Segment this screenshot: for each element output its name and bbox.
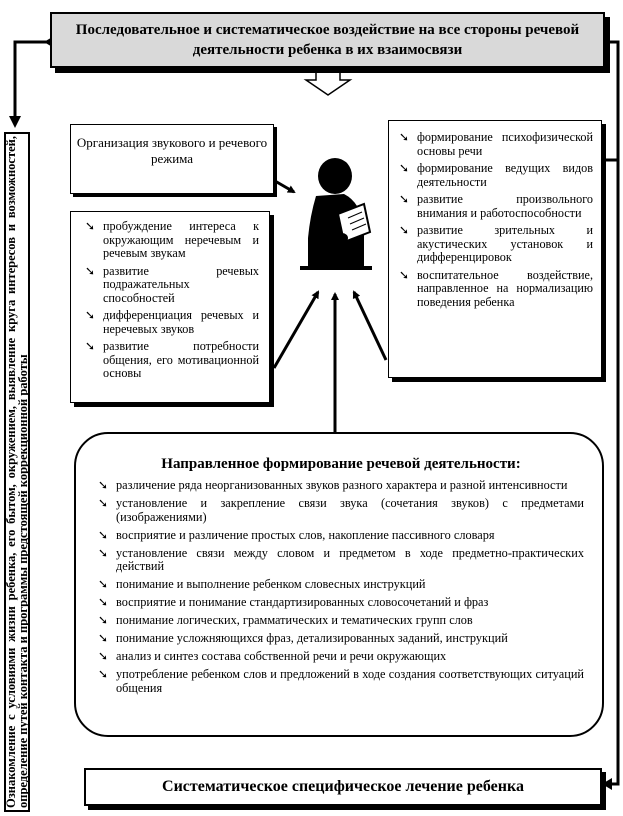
arrow-bullet-icon: ➘ <box>399 192 410 206</box>
list-item: ➘ развитие зрительных и акустических установок и дифференцировок <box>399 223 593 264</box>
list-item: ➘ употребление ребенком слов и предложений в ходе создания соответствующих ситуаций общения <box>98 667 584 695</box>
header-box <box>50 12 605 68</box>
list-item: ➘ понимание и выполнение ребенком словесных инструкций <box>98 577 426 591</box>
left-loop-arrowhead <box>9 116 21 128</box>
footer-title: Систематическое специфическое лечение ребенка <box>162 778 524 795</box>
side-panel-text: Ознакомление с условиями жизни ребенка, его бытом, окружением, выявление круга интересов и возможностей, определение путей контакта и программы предстоящей коррекционной работы <box>4 136 30 808</box>
arrow-bullet-icon: ➘ <box>98 545 109 560</box>
arrow-bullet-icon: ➘ <box>399 130 410 144</box>
list-item: ➘ формирование психофизической основы речи <box>399 130 593 158</box>
list-item: ➘ дифференциация речевых и неречевых звуков <box>85 308 259 336</box>
arrow-bullet-icon: ➘ <box>98 631 109 645</box>
arrow-bullet-icon: ➘ <box>85 308 96 322</box>
list-item: ➘ восприятие и различение простых слов, накопление пассивного словаря <box>98 527 495 542</box>
list-item: ➘ пробуждение интереса к окружающим неречевым и речевым звукам <box>85 219 259 260</box>
list-item: ➘ развитие произвольного внимания и работоспособности <box>399 192 593 220</box>
arrow-bullet-icon: ➘ <box>98 649 109 663</box>
left-loop-line <box>15 42 50 124</box>
child-reading-image <box>300 156 372 270</box>
list-item: ➘ развитие речевых подражательных способностей <box>85 263 259 305</box>
organization-box <box>70 124 274 194</box>
arrow-right-to-child <box>354 292 386 360</box>
arrow-bullet-icon: ➘ <box>399 267 410 282</box>
list-item: ➘ установление и закрепление связи звука (сочетания звуков) с предметами (изображениями) <box>98 496 584 524</box>
right-loop-arrowhead <box>602 778 612 790</box>
arrow-bullet-icon: ➘ <box>98 667 109 681</box>
list-item: ➘ восприятие и понимание стандартизированных словосочетаний и фраз <box>98 595 489 609</box>
main-box-list <box>98 479 584 695</box>
organization-text: Организация звукового и речевого режима <box>76 135 268 166</box>
main-title: Направленное формирование речевой деятельности: <box>161 456 521 472</box>
arrow-bullet-icon: ➘ <box>85 263 96 278</box>
arrow-left-to-child <box>274 292 318 368</box>
list-item: ➘ различение ряда неорганизованных звуков разного характера и разной интенсивности <box>98 478 568 492</box>
side-panel <box>4 132 30 812</box>
arrow-bullet-icon: ➘ <box>98 595 109 609</box>
arrow-bullet-icon: ➘ <box>98 613 109 627</box>
arrow-bullet-icon: ➘ <box>399 161 410 175</box>
list-item: ➘ воспитательное воздействие, направленное на нормализацию поведения ребенка <box>399 267 593 309</box>
header-title: Последовательное и систематическое воздействие на все стороны речевой деятельности ребенка в их взаимосвязи <box>75 22 580 58</box>
arrow-bullet-icon: ➘ <box>98 527 109 542</box>
list-item: ➘ установление связи между словом и предметом в ходе предметно-практических действий <box>98 545 584 573</box>
arrow-bullet-icon: ➘ <box>85 339 96 353</box>
arrow-bullet-icon: ➘ <box>98 478 109 492</box>
list-item: ➘ понимание усложняющихся фраз, детализированных заданий, инструкций <box>98 631 508 645</box>
left-box-list <box>85 220 259 381</box>
footer-box <box>84 768 602 806</box>
right-box <box>388 120 602 378</box>
arrow-bullet-icon: ➘ <box>98 496 109 510</box>
arrow-bullet-icon: ➘ <box>98 577 109 591</box>
list-item: ➘ понимание логических, грамматических и тематических групп слов <box>98 613 473 627</box>
main-box <box>74 432 604 737</box>
right-box-list <box>399 131 593 309</box>
arrow-bullet-icon: ➘ <box>399 223 410 237</box>
left-box <box>70 211 270 403</box>
arrow-bullet-icon: ➘ <box>85 219 96 233</box>
right-loop-line <box>606 42 618 784</box>
list-item: ➘ анализ и синтез состава собственной речи и речи окружающих <box>98 649 447 663</box>
list-item: ➘ формирование ведущих видов деятельности <box>399 161 593 189</box>
header-down-arrow <box>306 70 350 95</box>
list-item: ➘ развитие потребности общения, его мотивационной основы <box>85 339 259 380</box>
